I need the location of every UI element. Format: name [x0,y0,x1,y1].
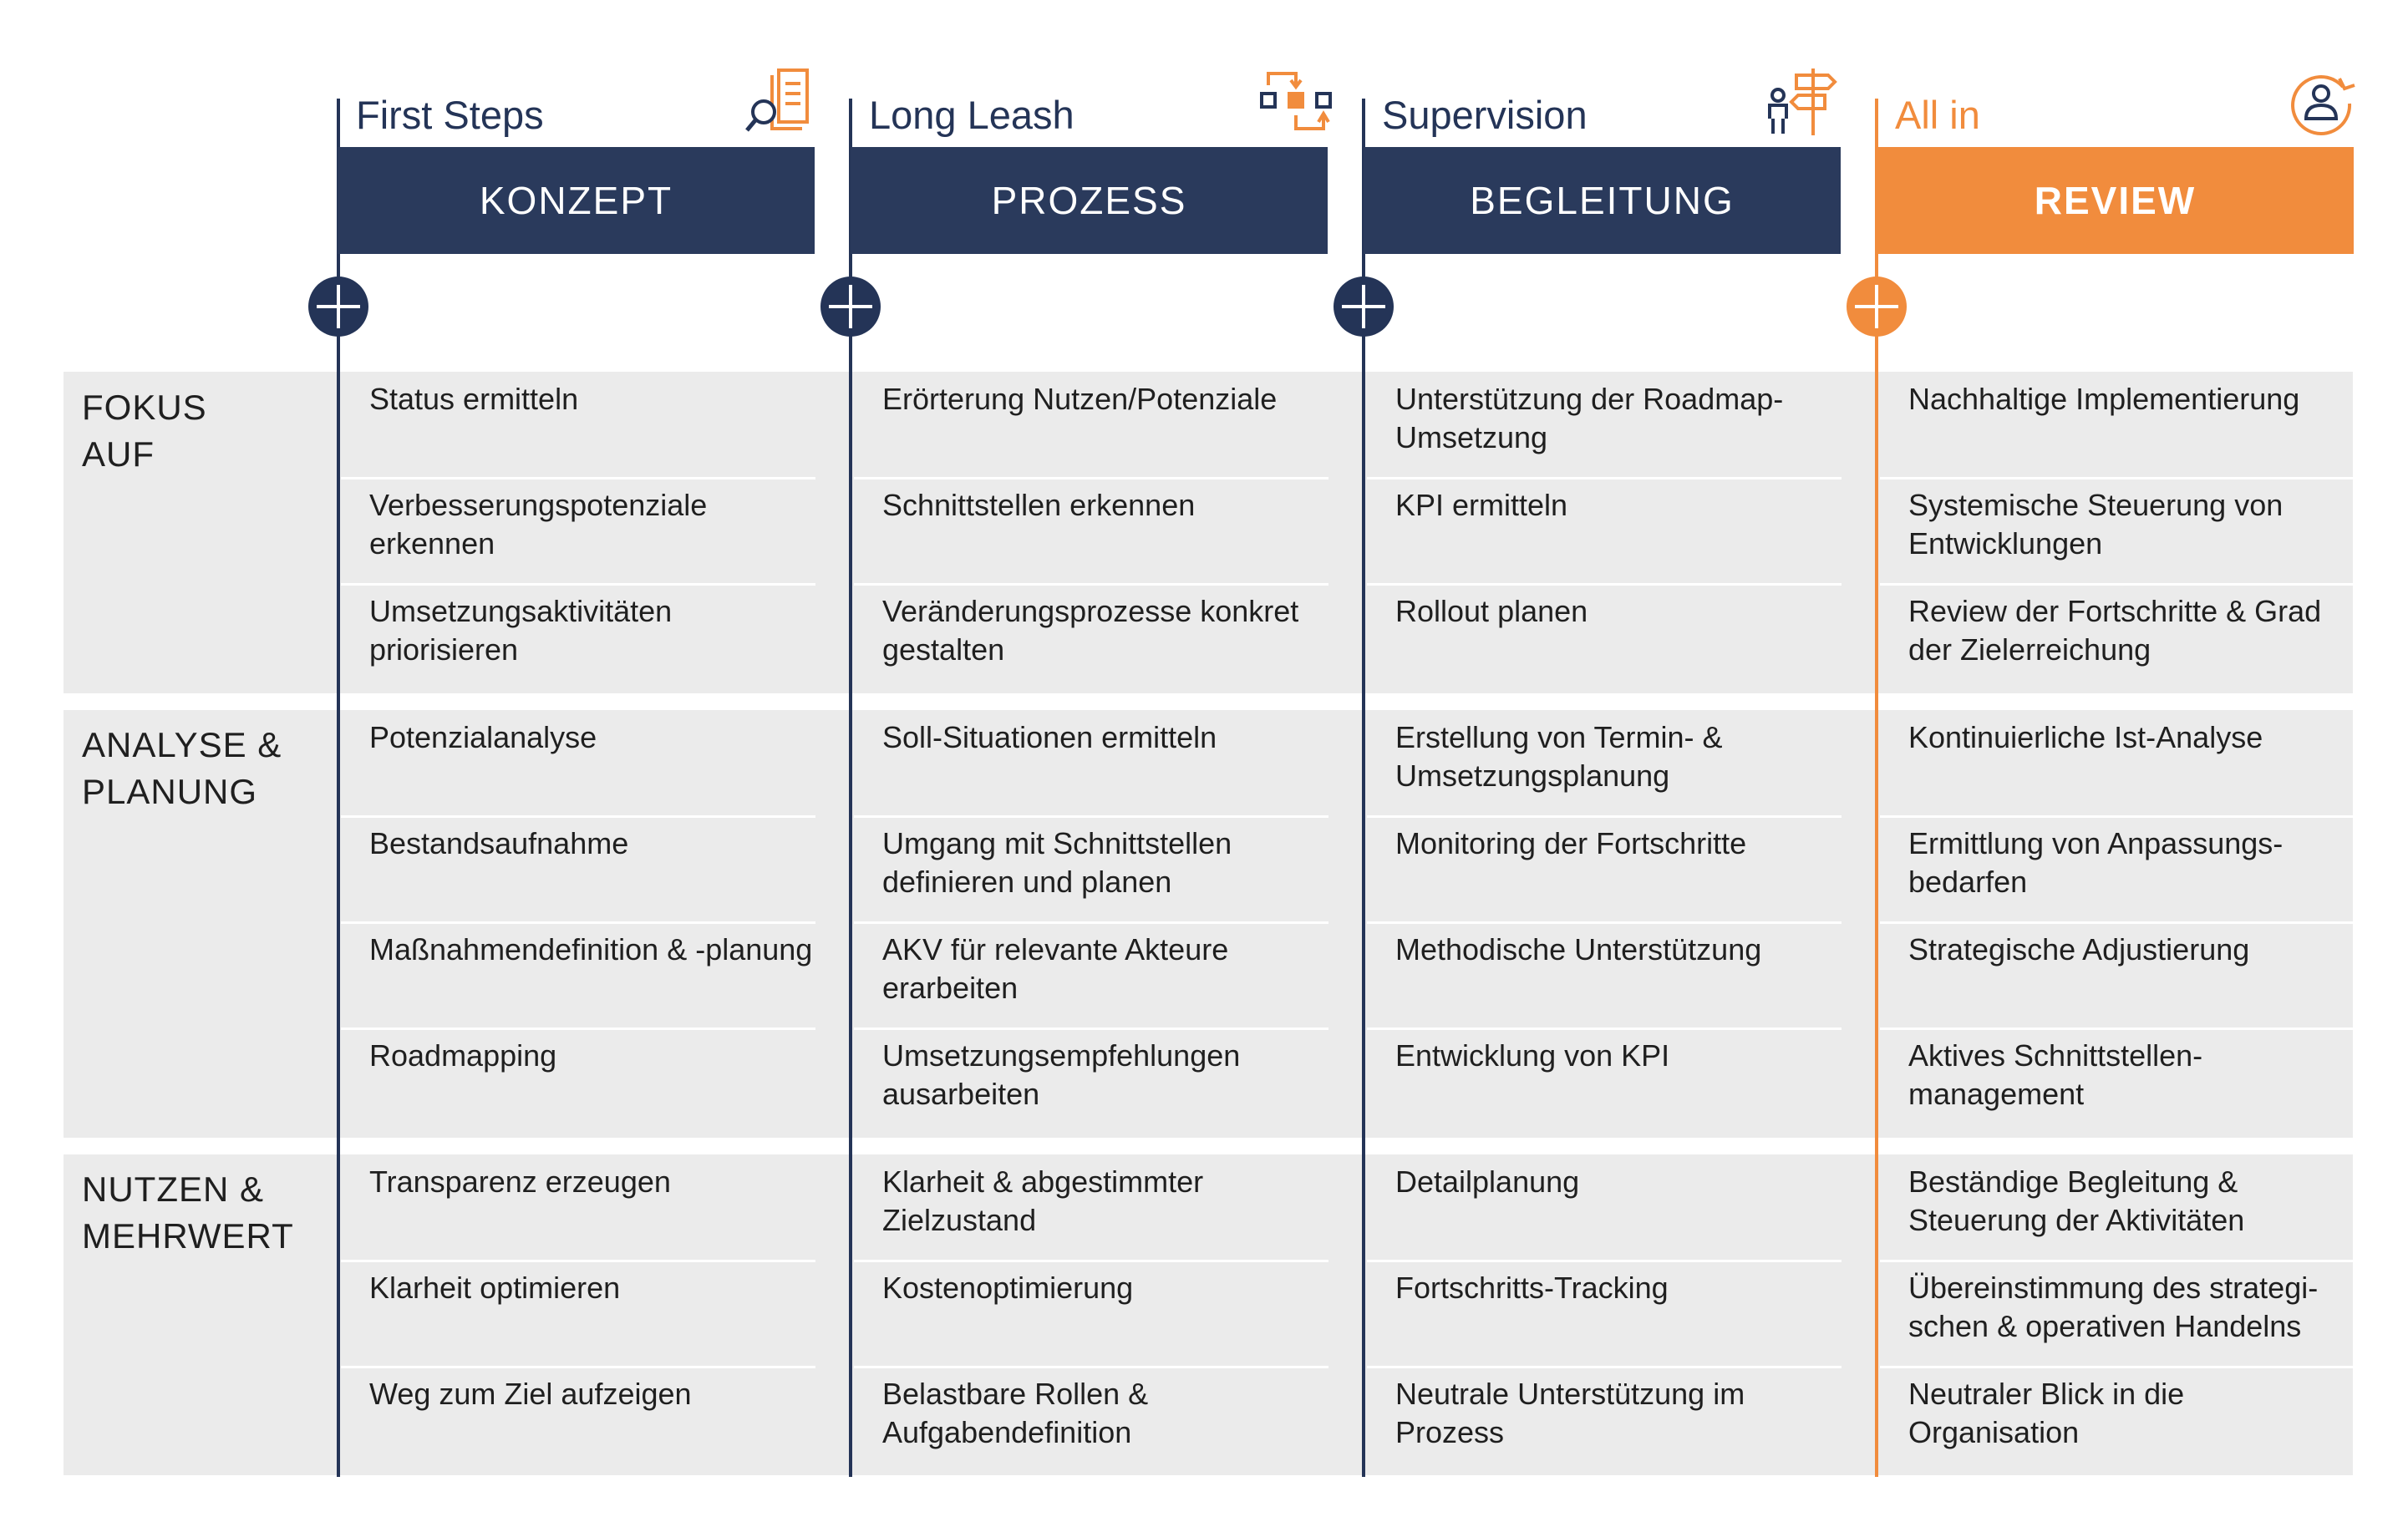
cell-divider [1880,477,2355,479]
cell-divider [1367,1366,1842,1368]
matrix-cell: Rollout planen [1395,594,1588,628]
matrix-cell: Ermittlung von Anpassungs-bedarfen [1908,826,2284,899]
matrix-cell: Klarheit optimieren [369,1271,621,1305]
cell-divider [854,477,1328,479]
plus-marker-icon [820,277,881,337]
matrix-cell: Strategische Adjustierung [1908,932,2250,967]
cell-divider [341,477,815,479]
cell-divider [341,1260,815,1262]
matrix-cell: Status ermitteln [369,382,579,416]
cell-divider [854,1260,1328,1262]
row-label-nutzen: NUTZEN & MEHRWERT [82,1169,294,1256]
matrix-cell: Erörterung Nutzen/Potenziale [882,382,1278,416]
matrix-cell: AKV für relevante Akteure erarbeiten [882,932,1229,1005]
phase-title-first-steps: First Steps [356,93,544,137]
row-label-analyse: ANALYSE & PLANUNG [82,725,282,811]
matrix-cell: Monitoring der Fortschritte [1395,826,1747,860]
cell-divider [1880,1027,2355,1030]
cell-divider [1367,815,1842,818]
matrix-cell: Weg zum Ziel aufzeigen [369,1377,692,1411]
matrix-cell: Maßnahmendefinition & -planung [369,932,813,967]
cell-divider [1367,583,1842,586]
process-flow-icon [1258,63,1334,139]
header-prozess: PROZESS [851,147,1328,254]
cell-divider [1880,921,2355,924]
cell-divider [1367,1027,1842,1030]
phase-title-supervision: Supervision [1382,93,1588,137]
cell-divider [341,815,815,818]
user-refresh-icon [2284,63,2360,139]
matrix-cell: Potenzialanalyse [369,720,597,754]
matrix-cell: Transparenz erzeugen [369,1164,671,1199]
matrix-cell: Neutrale Unterstützung im Prozess [1395,1377,1745,1449]
cell-divider [341,583,815,586]
matrix-cell: Unterstützung der Roadmap-Umsetzung [1395,382,1784,454]
matrix-cell: Erstellung von Termin- & Umsetzungsplanung [1395,720,1723,793]
cell-divider [1880,583,2355,586]
header-begleitung: BEGLEITUNG [1364,147,1841,254]
cell-divider [854,583,1328,586]
matrix-cell: Fortschritts-Tracking [1395,1271,1669,1305]
matrix-cell: Umsetzungsaktivitäten priorisieren [369,594,673,667]
matrix-cell: Umgang mit Schnittstellen definieren und planen [882,826,1232,899]
matrix-cell: Veränderungsprozesse konkret gestalten [882,594,1299,667]
matrix-cell: Nachhaltige Implementierung [1908,382,2300,416]
matrix-cell: Klarheit & abgestimmter Zielzustand [882,1164,1204,1237]
plus-marker-icon [1847,277,1907,337]
matrix-cell: Detailplanung [1395,1164,1580,1199]
cell-divider [1880,1366,2355,1368]
matrix-cell: Entwicklung von KPI [1395,1038,1670,1073]
row-label-fokus: FOKUS AUF [82,388,207,474]
cell-divider [1367,921,1842,924]
matrix-cell: Roadmapping [369,1038,557,1073]
matrix-cell: Verbesserungspotenziale erkennen [369,488,708,561]
matrix-cell: Review der Fortschritte & Grad der Zielerreichung [1908,594,2322,667]
cell-divider [854,1366,1328,1368]
matrix-cell: Beständige Begleitung & Steuerung der Aktivitäten [1908,1164,2245,1237]
matrix-cell: Belastbare Rollen & Aufgabendefinition [882,1377,1149,1449]
cell-divider [854,815,1328,818]
matrix-cell: Umsetzungsempfehlungen ausarbeiten [882,1038,1241,1111]
plus-marker-icon [308,277,368,337]
cell-divider [1880,815,2355,818]
cell-divider [854,921,1328,924]
header-konzept: KONZEPT [338,147,815,254]
matrix-cell: Aktives Schnittstellen-management [1908,1038,2203,1111]
cell-divider [341,921,815,924]
phase-title-all-in: All in [1895,93,1980,137]
matrix-cell: KPI ermitteln [1395,488,1568,522]
cell-divider [1367,1260,1842,1262]
cell-divider [1880,1260,2355,1262]
cell-divider [1367,477,1842,479]
matrix-cell: Übereinstimmung des strategi-schen & operativen Handelns [1908,1271,2319,1343]
matrix-cell: Kostenoptimierung [882,1271,1134,1305]
matrix-cell: Neutraler Blick in die Organisation [1908,1377,2185,1449]
matrix-cell: Systemische Steuerung von Entwicklungen [1908,488,2284,561]
person-signpost-icon [1765,63,1840,139]
cell-divider [854,1027,1328,1030]
cell-divider [341,1366,815,1368]
matrix-cell: Schnittstellen erkennen [882,488,1196,522]
matrix-cell: Methodische Unterstützung [1395,932,1762,967]
phase-title-long-leash: Long Leash [869,93,1074,137]
matrix-cell: Soll-Situationen ermitteln [882,720,1217,754]
document-search-icon [744,63,819,139]
matrix-cell: Kontinuierliche Ist-Analyse [1908,720,2263,754]
matrix-cell: Bestandsaufnahme [369,826,629,860]
cell-divider [341,1027,815,1030]
plus-marker-icon [1334,277,1394,337]
header-review: REVIEW [1877,147,2354,254]
